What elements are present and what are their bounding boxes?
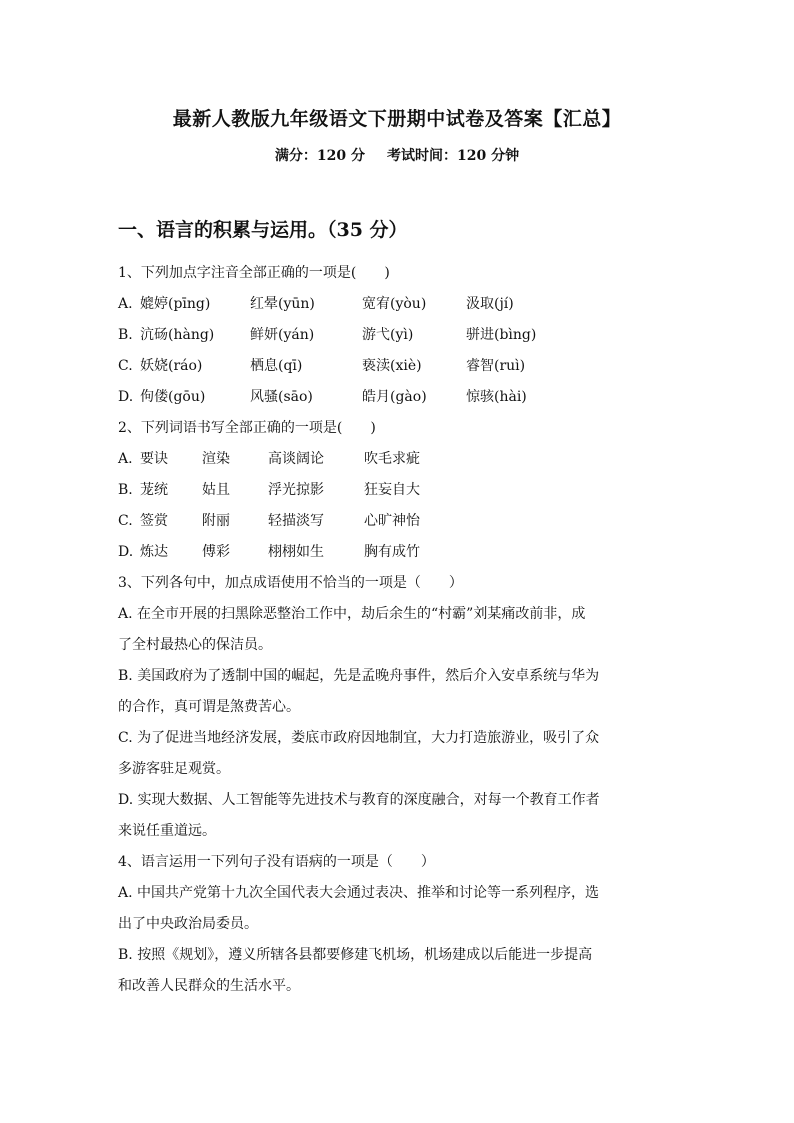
option-item: 姑且 [202, 482, 230, 498]
question-4-option-b [118, 940, 678, 1002]
option-text-line: 出了中央政治局委员。 [118, 916, 258, 932]
option-text-line: B. 美国政府为了透制中国的崛起，先是孟晚舟事件，然后介入安卓系统与华为 [118, 668, 600, 684]
question-2-stem: 2、下列词语书写全部正确的一项是( ) [118, 420, 376, 436]
option-item: 红晕(yūn) [250, 296, 315, 312]
option-item: 鲜妍(yán) [250, 327, 315, 343]
exam-info [0, 145, 794, 165]
option-item: 渲染 [202, 451, 230, 467]
option-text-line: C. 为了促进当地经济发展，娄底市政府因地制宜，大力打造旅游业，吸引了众 [118, 730, 600, 746]
option-item: 炼达 [140, 544, 168, 560]
option-item: 风骚(sāo) [250, 389, 313, 405]
option-label: A. [118, 451, 133, 467]
option-item: 亵渎(xiè) [362, 358, 422, 374]
option-text-line: 多游客驻足观赏。 [118, 761, 230, 777]
question-1-stem: 1、下列加点字注音全部正确的一项是( ) [118, 265, 390, 281]
question-3-option-b [118, 661, 678, 723]
exam-body [118, 214, 678, 1002]
option-item: 佝偻(gōu) [140, 389, 206, 405]
option-text-line: 的合作，真可谓是煞费苦心。 [118, 699, 300, 715]
option-item: 附丽 [202, 513, 230, 529]
option-label: D. [118, 389, 134, 405]
question-1-option-d [118, 382, 678, 413]
option-item: 睿智(ruì) [466, 358, 526, 374]
question-3-option-c [118, 723, 678, 785]
question-3-stem: 3、下列各句中，加点成语使用不恰当的一项是（ ） [118, 575, 463, 591]
option-item: 轻描淡写 [268, 513, 324, 529]
option-text-line: 了全村最热心的保洁员。 [118, 637, 272, 653]
option-label: A. [118, 296, 133, 312]
option-item: 签赏 [140, 513, 168, 529]
question-2-option-a [118, 444, 678, 475]
page-title: 最新人教版九年级语文下册期中试卷及答案【汇总】 [172, 108, 622, 130]
option-label: B. [118, 482, 133, 498]
question-4-option-a [118, 878, 678, 940]
question-3-option-d [118, 785, 678, 847]
question-2-option-b [118, 475, 678, 506]
option-text-line: D. 实现大数据、人工智能等先进技术与教育的深度融合，对每一个教育工作者 [118, 792, 600, 808]
option-text-line: 来说任重道远。 [118, 823, 216, 839]
option-item: 吹毛求疵 [364, 451, 420, 467]
question-4-stem: 4、语言运用一下列句子没有语病的一项是（ ） [118, 854, 435, 870]
option-item: 狂妄自大 [364, 482, 420, 498]
option-item: 浮光掠影 [268, 482, 324, 498]
option-item: 沆砀(hàng) [140, 327, 215, 343]
option-item: 宽宥(yòu) [362, 296, 427, 312]
option-label: C. [118, 513, 133, 529]
option-item: 高谈阔论 [268, 451, 324, 467]
option-label: C. [118, 358, 133, 374]
option-item: 皓月(gào) [362, 389, 427, 405]
option-label: D. [118, 544, 134, 560]
option-item: 游弋(yì) [362, 327, 414, 343]
option-item: 要诀 [140, 451, 168, 467]
question-1-option-a [118, 289, 678, 320]
option-item: 骈进(bìng) [466, 327, 537, 343]
exam-time: 考试时间：120 分钟 [387, 148, 520, 164]
option-item: 茏统 [140, 482, 168, 498]
option-item: 胸有成竹 [364, 544, 420, 560]
option-item: 傅彩 [202, 544, 230, 560]
option-item: 心旷神怡 [364, 513, 420, 529]
option-text-line: 和改善人民群众的生活水平。 [118, 978, 300, 994]
option-label: B. [118, 327, 133, 343]
option-item: 妖娆(ráo) [140, 358, 203, 374]
option-item: 惊骇(hài) [466, 389, 527, 405]
question-3-option-a [118, 599, 678, 661]
option-text-line: A. 中国共产党第十九次全国代表大会通过表决、推举和讨论等一系列程序，选 [118, 885, 600, 901]
total-score: 满分：120 分 [274, 148, 365, 164]
option-text-line: B. 按照《规划》，遵义所辖各县都要修建飞机场，机场建成以后能进一步提高 [118, 947, 593, 963]
section-heading: 一、语言的积累与运用。（35 分） [118, 219, 408, 241]
option-item: 汲取(jí) [466, 296, 514, 312]
option-item: 媲婷(pīng) [140, 296, 211, 312]
question-2-option-d [118, 537, 678, 568]
question-1-option-c [118, 351, 678, 382]
option-text-line: A. 在全市开展的扫黑除恶整治工作中，劫后余生的“村霸”刘某痛改前非，成 [118, 606, 586, 622]
option-item: 栖息(qī) [250, 358, 303, 374]
question-2-option-c [118, 506, 678, 537]
question-1-option-b [118, 320, 678, 351]
option-item: 栩栩如生 [268, 544, 324, 560]
